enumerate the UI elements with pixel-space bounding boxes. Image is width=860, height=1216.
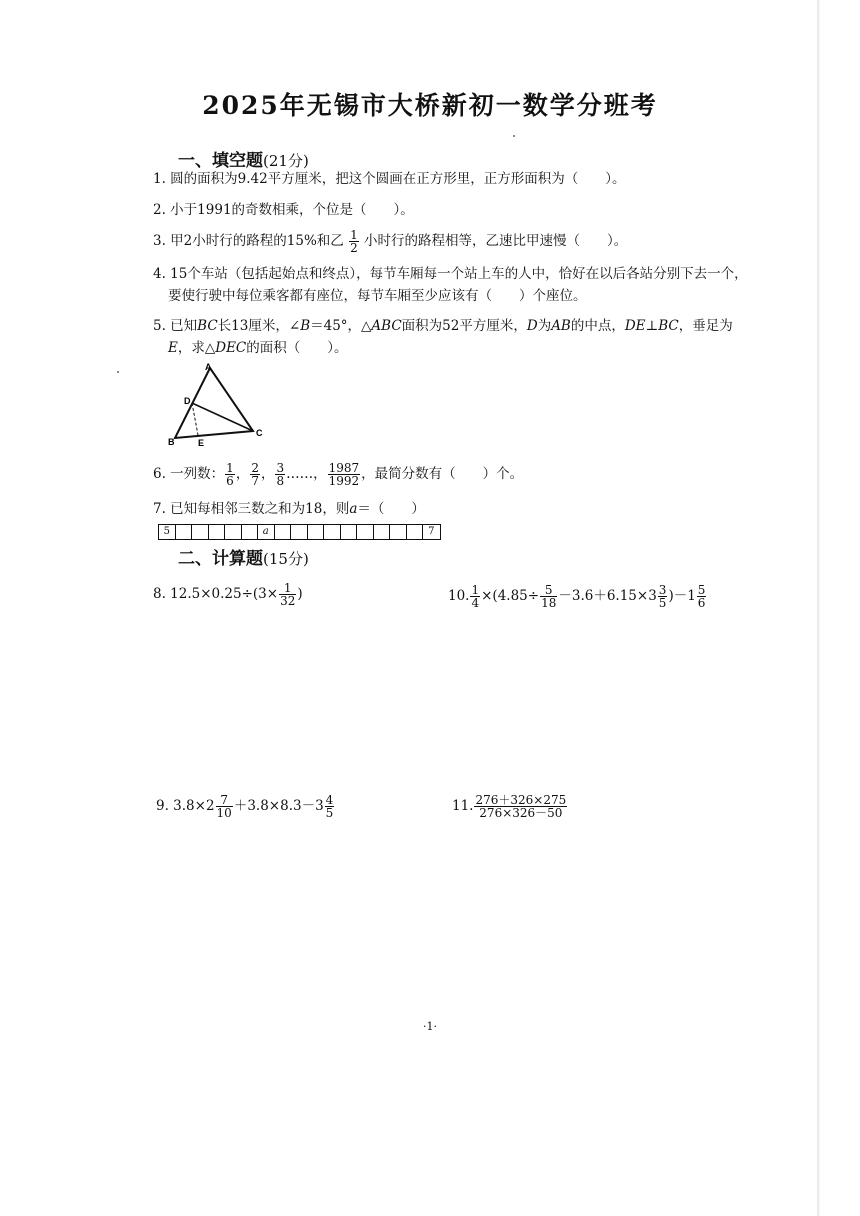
q10-fraction-3: [658, 584, 668, 609]
fraction-numerator: 7: [220, 793, 228, 807]
q5-var: BC: [658, 318, 679, 334]
q5-text: 的中点，: [570, 318, 625, 334]
label-c: C: [256, 428, 263, 438]
fraction-denominator: 276×326－50: [474, 806, 567, 819]
q5-var: DEC: [215, 340, 247, 356]
scan-edge: [817, 0, 820, 1216]
fraction-numerator: 1: [350, 228, 358, 242]
q10-text: )－1: [668, 588, 696, 604]
q10-text: －3.6＋6.15×3: [558, 588, 657, 604]
q5-text: 的面积（ ）。: [246, 340, 348, 356]
grid-cell: [225, 525, 242, 539]
section-label: 二、计算题: [178, 549, 263, 569]
scan-speck: [117, 371, 119, 373]
question-9: [156, 794, 335, 819]
label-b: B: [168, 437, 175, 447]
q5-var: BC: [197, 318, 218, 334]
q8-fraction: [279, 582, 296, 607]
q5-text: ，垂足为: [678, 318, 733, 334]
q10-text: ×(4.85÷: [481, 588, 540, 604]
question-1: 1. 圆的面积为9.42平方厘米，把这个圆画在正方形里，正方形面积为（ ）。: [153, 171, 626, 187]
q6-fraction-2: [250, 462, 260, 487]
q9-fraction-2: [325, 794, 335, 819]
q8-suffix: ): [297, 586, 303, 602]
section-score: (21分): [263, 152, 309, 170]
grid-cell: [407, 525, 424, 539]
fraction-denominator: 7: [251, 474, 259, 488]
fraction-numerator: 3: [276, 461, 285, 475]
grid-cell: [209, 525, 226, 539]
q6-prefix: 6. 一列数：: [153, 466, 225, 482]
fraction-numerator: 276＋326×275: [475, 793, 567, 807]
fraction-denominator: 6: [697, 596, 706, 610]
q6-dots: ……，: [286, 466, 327, 482]
question-2: 2. 小于1991的奇数相乘，个位是（ ）。: [153, 202, 414, 218]
question-5-line-1: [153, 315, 733, 337]
grid-cell: [341, 525, 358, 539]
grid-cell: [390, 525, 407, 539]
fraction-numerator: 5: [544, 583, 553, 597]
fraction-numerator: 4: [325, 793, 334, 807]
fraction-denominator: 5: [325, 806, 334, 820]
q5-text: 长13厘米，∠: [217, 318, 301, 334]
q5-var: DE: [624, 318, 646, 334]
fraction-numerator: 5: [697, 583, 706, 597]
q9-fraction-1: [216, 794, 233, 819]
fraction-denominator: 5: [658, 596, 667, 610]
q3-fraction: [349, 229, 359, 254]
q10-fraction-1: [470, 584, 480, 609]
q5-var: AB: [551, 318, 571, 334]
q11-fraction: [474, 794, 567, 819]
label-e: E: [198, 438, 205, 448]
fraction-denominator: 32: [280, 594, 296, 608]
grid-cell: [192, 525, 209, 539]
q5-text: ，求△: [177, 340, 216, 356]
section-calculation-heading: [178, 544, 309, 569]
triangle-figure: [165, 362, 275, 450]
q5-var: D: [526, 318, 538, 334]
q6-suffix: ，最简分数有（ ）个。: [361, 466, 524, 482]
q7-text: 7. 已知每相邻三数之和为18，则: [153, 501, 350, 517]
q5-text: ＝45°，△: [310, 318, 372, 334]
fraction-denominator: 6: [226, 474, 234, 488]
grid-cell: [242, 525, 259, 539]
grid-cell: [291, 525, 308, 539]
question-8: [153, 582, 303, 607]
scan-speck: [513, 135, 515, 137]
fraction-denominator: 8: [276, 474, 285, 488]
question-4-line-2: 要使行驶中每位乘客都有座位，每节车厢至少应该有（ ）个座位。: [168, 288, 587, 304]
label-d: D: [184, 396, 191, 406]
fraction-denominator: 2: [350, 241, 358, 255]
fraction-numerator: 1: [471, 583, 480, 597]
q7-var: a: [349, 501, 358, 517]
number-grid: [158, 524, 441, 540]
fraction-numerator: 1: [226, 461, 234, 475]
fraction-numerator: 2: [251, 461, 259, 475]
question-3: [153, 229, 627, 254]
q3-before: 3. 甲2小时行的路程的15%和乙: [153, 233, 344, 249]
q3-after: 小时行的路程相等，乙速比甲速慢（ ）。: [364, 233, 628, 249]
label-a: A: [205, 362, 212, 372]
grid-cell: [275, 525, 292, 539]
q5-text: 为: [537, 318, 552, 334]
grid-cell: [176, 525, 193, 539]
question-5-line-2: [168, 337, 348, 359]
fraction-denominator: 10: [216, 806, 232, 820]
question-10: [448, 584, 707, 609]
grid-cell: [357, 525, 374, 539]
q10-fraction-4: [697, 584, 707, 609]
q6-fraction-1: [225, 462, 235, 487]
q5-var: ABC: [371, 318, 402, 334]
q7-text: ＝（ ）: [357, 501, 425, 517]
grid-cell: [374, 525, 391, 539]
section-label: 一、填空题: [178, 151, 263, 171]
grid-cell-last: 7: [428, 526, 435, 537]
q10-fraction-2: [540, 584, 557, 609]
q9-prefix: 9. 3.8×2: [156, 798, 215, 814]
q9-text: ＋3.8×8.3－3: [233, 798, 324, 814]
exam-title: 2025年无锡市大桥新初一数学分班考: [202, 91, 658, 120]
fraction-denominator: 1992: [328, 474, 360, 488]
fraction-denominator: 18: [541, 596, 557, 610]
grid-cell: [308, 525, 325, 539]
q5-var: E: [168, 340, 178, 356]
q11-prefix: 11.: [452, 798, 474, 814]
question-6: 6. 一列数： $\frac{1}{6}$ ， $\frac{2}{7}$ ， $\frac{3}{8}$ ……， $\frac{1987}{1992}$ ，最简分数有（ ）个。: [153, 461, 524, 488]
grid-cell-a: a: [258, 525, 275, 539]
q6-fraction-4: [328, 462, 361, 487]
grid-cell: [324, 525, 341, 539]
fraction-numerator: 3: [658, 583, 667, 597]
grid-cell-first: 5: [159, 525, 176, 539]
q5-text: 面积为52平方厘米，: [401, 318, 527, 334]
question-4-line-1: 4. 15个车站（包括起始点和终点），每节车厢每一个站上车的人中，恰好在以后各站分别下去一个，: [153, 266, 748, 282]
q8-prefix: 8. 12.5×0.25÷(3×: [153, 586, 279, 602]
fraction-denominator: 4: [471, 596, 480, 610]
fraction-numerator: 1: [283, 581, 292, 595]
question-11: [452, 794, 568, 819]
q6-fraction-3: [275, 462, 285, 487]
segment-de: [192, 403, 198, 435]
q5-text: 5. 已知: [153, 318, 198, 334]
q5-var: B: [300, 318, 311, 334]
section-score: (15分): [263, 550, 309, 568]
fraction-numerator: 1987: [328, 461, 360, 475]
question-7: [153, 498, 425, 520]
q5-text: ⊥: [645, 318, 659, 334]
page-number: ·1·: [423, 1020, 437, 1033]
q10-prefix: 10.: [448, 588, 470, 604]
